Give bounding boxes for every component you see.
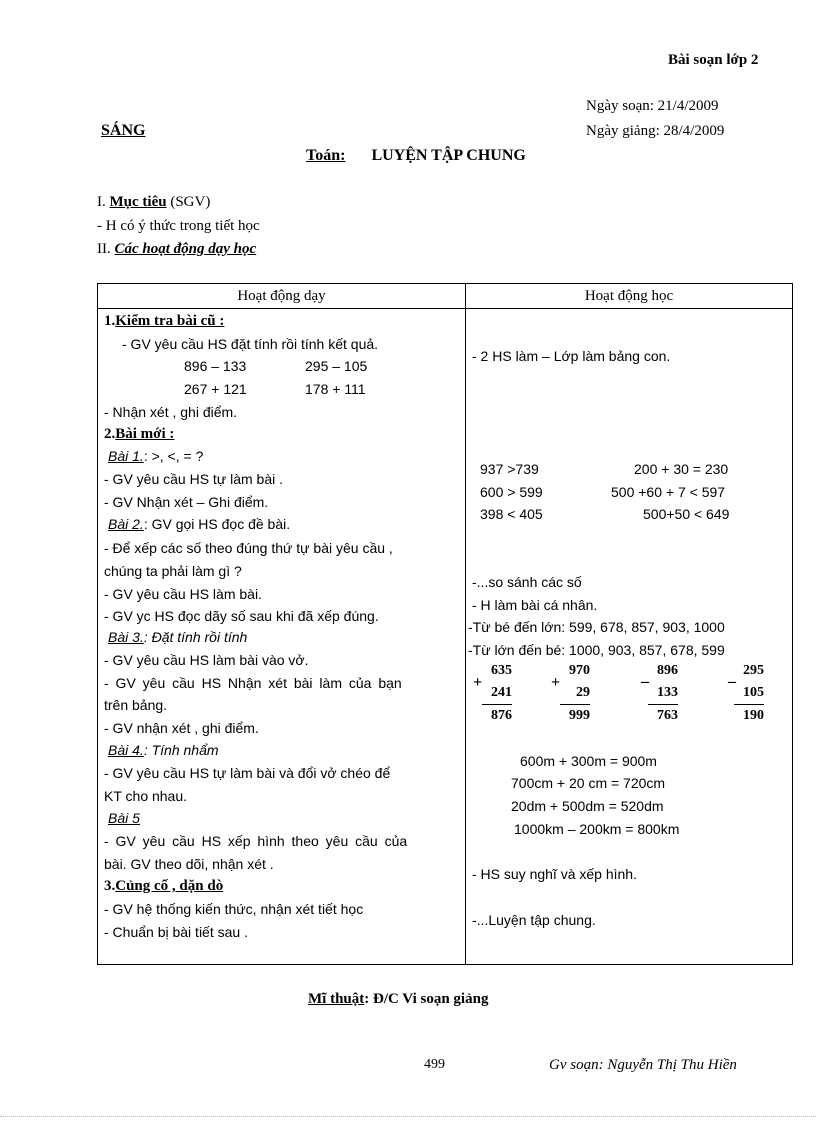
operation-result: 190 xyxy=(743,708,764,723)
operand-bottom: 133 xyxy=(648,682,678,705)
comparison-item: 600 > 599 xyxy=(480,484,543,500)
section-1-heading xyxy=(104,313,224,330)
teacher-line: - GV yêu cầu HS đặt tính rồi tính kết quả. xyxy=(122,336,379,352)
student-line: - H làm bài cá nhân. xyxy=(472,597,598,613)
exercise-4-heading xyxy=(108,742,219,758)
teacher-line: - Nhận xét , ghi điểm. xyxy=(104,404,238,420)
student-line: - 2 HS làm – Lớp làm bảng con. xyxy=(472,348,671,364)
operation-sign: _ xyxy=(728,668,736,685)
mental-calc-item: 20dm + 500dm = 520dm xyxy=(511,798,664,814)
exercise-4-text: : Tính nhẩm xyxy=(143,742,219,758)
exercise-2-heading xyxy=(108,516,290,532)
section-2-title: Bài mới : xyxy=(115,426,175,442)
operation-result: 999 xyxy=(569,708,590,723)
objectives-line: - H có ý thức trong tiết học xyxy=(97,218,260,234)
section-1-title: Kiểm tra bài cũ : xyxy=(115,313,225,329)
table-column-divider xyxy=(465,284,466,964)
teacher-line: - GV yêu cầu HS xếp hình theo yêu cầu của xyxy=(104,833,408,849)
teacher-line: - GV hệ thống kiến thức, nhận xét tiết học xyxy=(104,901,364,917)
teacher-line: - GV nhận xét , ghi điểm. xyxy=(104,720,259,736)
calc-item: 178 + 111 xyxy=(305,381,366,397)
section-3-title: Củng cố , dặn dò xyxy=(115,878,224,894)
teacher-line: - Chuẩn bị bài tiết sau . xyxy=(104,924,248,940)
exercise-1-text: : >, <, = ? xyxy=(143,448,204,464)
teacher-line: - GV yêu cầu HS tự làm bài . xyxy=(104,471,283,487)
calc-item: 295 – 105 xyxy=(305,358,368,374)
teacher-line: - Để xếp các số theo đúng thứ tự bài yêu cầu , xyxy=(104,540,393,556)
teacher-line: bài. GV theo dõi, nhận xét . xyxy=(104,856,274,872)
lesson-title: LUYỆN TẬP CHUNG xyxy=(371,147,526,164)
activities-number: II. xyxy=(97,241,111,257)
operation-sign: _ xyxy=(641,668,649,685)
section-1-number: 1. xyxy=(104,313,116,329)
student-line: -Từ bé đến lớn: 599, 678, 857, 903, 1000 xyxy=(468,619,725,635)
vertical-operation xyxy=(482,660,512,727)
activities-title: Các hoạt động dạy học xyxy=(114,241,257,257)
comparison-item: 500+50 < 649 xyxy=(643,506,730,522)
section-3-heading xyxy=(104,878,223,895)
vertical-operation xyxy=(648,660,678,727)
mental-calc-item: 600m + 300m = 900m xyxy=(520,753,657,769)
vertical-operation xyxy=(560,660,590,727)
operand-top: 896 xyxy=(657,663,678,678)
student-line: -...so sánh các số xyxy=(472,574,582,590)
art-label: Mĩ thuật xyxy=(308,991,365,1007)
vertical-operation xyxy=(734,660,764,727)
operation-sign: + xyxy=(473,674,483,691)
student-line: - HS suy nghĩ và xếp hình. xyxy=(472,866,637,882)
objectives-heading xyxy=(97,194,210,211)
lesson-heading xyxy=(306,147,526,165)
operand-top: 970 xyxy=(569,663,590,678)
page-bottom-divider xyxy=(0,1116,816,1117)
teacher-line: - GV yêu cầu HS Nhận xét bài làm của bạn xyxy=(104,675,402,691)
exercise-1-heading xyxy=(108,448,203,464)
activities-heading xyxy=(97,241,256,258)
teacher-line: - GV Nhận xét – Ghi điểm. xyxy=(104,494,269,510)
student-column-header: Hoạt động học xyxy=(584,288,674,304)
subject-label: Toán: xyxy=(306,147,346,164)
teacher-column-header: Hoạt động dạy xyxy=(237,288,326,304)
exercise-4-label: Bài 4. xyxy=(108,742,144,758)
calc-item: 896 – 133 xyxy=(184,358,247,374)
exercise-1-label: Bài 1. xyxy=(108,448,144,464)
operand-bottom: 105 xyxy=(734,682,764,705)
mental-calc-item: 1000km – 200km = 800km xyxy=(514,821,680,837)
exercise-3-text: : Đặt tính rồi tính xyxy=(143,629,248,645)
objectives-number: I. xyxy=(97,194,106,210)
teacher-line: - GV yêu cầu HS làm bài. xyxy=(104,586,262,602)
exercise-5-label: Bài 5 xyxy=(108,810,140,826)
section-3-number: 3. xyxy=(104,878,116,894)
comparison-item: 200 + 30 = 230 xyxy=(634,461,729,477)
operand-top: 295 xyxy=(743,663,764,678)
exercise-3-label: Bài 3. xyxy=(108,629,144,645)
author-signature: Gv soạn: Nguyễn Thị Thu Hiền xyxy=(549,1057,737,1073)
operand-top: 635 xyxy=(491,663,512,678)
teacher-line: KT cho nhau. xyxy=(104,788,188,804)
session-label: SÁNG xyxy=(101,122,146,139)
document-title: Bài soạn lớp 2 xyxy=(668,52,759,68)
teacher-line: - GV yêu cầu HS làm bài vào vở. xyxy=(104,652,309,668)
objectives-note: (SGV) xyxy=(170,194,211,210)
student-line: -Từ lớn đến bé: 1000, 903, 857, 678, 599 xyxy=(468,642,725,658)
prep-date: Ngày soạn: 21/4/2009 xyxy=(586,98,719,114)
mental-calc-item: 700cm + 20 cm = 720cm xyxy=(511,775,666,791)
teach-date: Ngày giảng: 28/4/2009 xyxy=(586,123,725,139)
student-line: -...Luyện tập chung. xyxy=(472,912,596,928)
section-2-number: 2. xyxy=(104,426,116,442)
teacher-line: chúng ta phải làm gì ? xyxy=(104,563,242,579)
exercise-3-heading xyxy=(108,629,247,645)
page-number: 499 xyxy=(424,1057,445,1072)
comparison-item: 398 < 405 xyxy=(480,506,543,522)
comparison-item: 500 +60 + 7 < 597 xyxy=(611,484,726,500)
exercise-2-label: Bài 2. xyxy=(108,516,144,532)
operation-result: 876 xyxy=(491,708,512,723)
objectives-title: Mục tiêu xyxy=(109,194,167,210)
section-2-heading xyxy=(104,426,174,443)
calc-item: 267 + 121 xyxy=(184,381,247,397)
comparison-item: 937 >739 xyxy=(480,461,539,477)
operand-bottom: 241 xyxy=(482,682,512,705)
operation-sign: + xyxy=(551,674,561,691)
table-header-divider xyxy=(98,308,792,309)
teacher-line: - GV yêu cầu HS tự làm bài và đổi vở chéo để xyxy=(104,765,391,781)
operation-result: 763 xyxy=(657,708,678,723)
teacher-line: - GV yc HS đọc dãy số sau khi đã xếp đúng. xyxy=(104,608,379,624)
operand-bottom: 29 xyxy=(560,682,590,705)
art-note xyxy=(308,991,488,1008)
exercise-2-text: : GV gọi HS đọc đề bài. xyxy=(143,516,291,532)
teacher-line: trên bảng. xyxy=(104,697,168,713)
art-text: : Đ/C Vi soạn giảng xyxy=(364,991,489,1007)
